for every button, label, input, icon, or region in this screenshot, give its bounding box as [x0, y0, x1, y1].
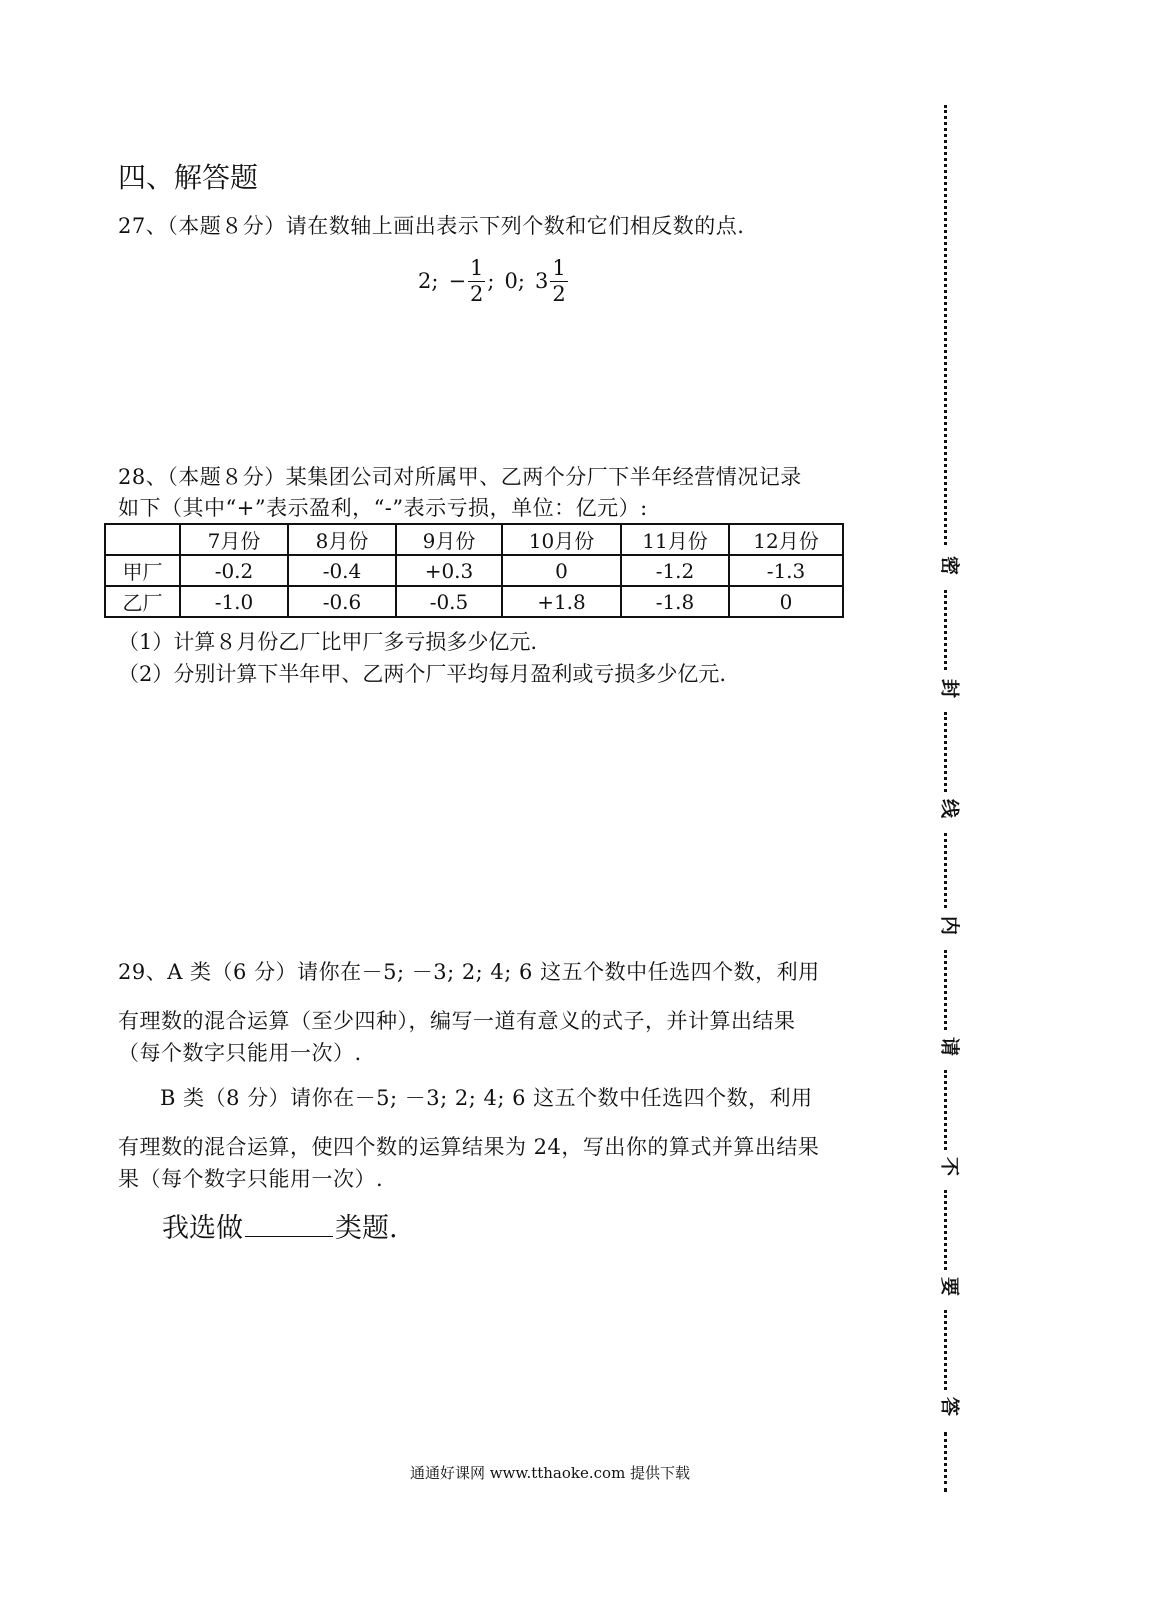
table-cell: 0: [502, 555, 621, 586]
question-29-a-line3: （每个数字只能用一次）.: [118, 1041, 362, 1065]
dotted-line: [944, 950, 957, 1030]
separator: ;: [487, 269, 495, 293]
choice-suffix: 类题.: [335, 1213, 398, 1244]
table-header-cell: 7月份: [180, 524, 288, 555]
choice-prefix: 我选做: [162, 1213, 243, 1244]
table-row: [105, 586, 843, 617]
dotted-line: [944, 1310, 957, 1390]
question-29-b-line2: 有理数的混合运算，使四个数的运算结果为 24，写出你的算式并算出结果: [118, 1135, 820, 1159]
fraction-denominator: 2: [552, 281, 566, 306]
table-cell: -1.0: [180, 586, 288, 617]
fraction-numerator: 1: [552, 255, 566, 280]
table-header-cell: 9月份: [396, 524, 502, 555]
choice-blank[interactable]: [245, 1210, 333, 1237]
fraction-numerator: 1: [470, 255, 484, 280]
table-cell: -1.8: [621, 586, 729, 617]
number-zero: 0;: [504, 269, 525, 293]
table-row: [105, 555, 843, 586]
question-27-numbers: [418, 256, 570, 306]
minus-sign: −: [448, 269, 467, 293]
question-29-b-line1: B 类（8 分）请你在－5; －3; 2; 4; 6 这五个数中任选四个数，利用: [160, 1086, 813, 1110]
seal-line-strip: [930, 100, 970, 1500]
table-cell: 0: [729, 586, 843, 617]
question-29-a-line1: 29、A 类（6 分）请你在－5; －3; 2; 4; 6 这五个数中任选四个数，利用: [118, 960, 820, 984]
table-cell: -0.4: [288, 555, 396, 586]
table-header-cell: 12月份: [729, 524, 843, 555]
seal-char: 答: [938, 1396, 961, 1416]
dotted-line: [944, 590, 957, 670]
question-29-b-line3: 果（每个数字只能用一次）.: [118, 1167, 384, 1191]
table-cell: -0.2: [180, 555, 288, 586]
dotted-line: [944, 1070, 957, 1150]
fraction-half-negative: [468, 255, 485, 306]
question-28-line1: 28、（本题８分）某集团公司对所属甲、乙两个分厂下半年经营情况记录: [118, 465, 802, 489]
mixed-number-whole: 3: [534, 269, 549, 293]
seal-char: 封: [938, 678, 961, 698]
dotted-line: [944, 105, 957, 545]
seal-char: 线: [938, 798, 961, 818]
table-cell: 甲厂: [105, 555, 180, 586]
dotted-line: [944, 712, 957, 792]
fraction-half: [550, 255, 567, 306]
question-28-sub2: （2）分别计算下半年甲、乙两个厂平均每月盈利或亏损多少亿元.: [118, 662, 727, 686]
section-title: 四、解答题: [118, 161, 259, 194]
table-cell: +1.8: [502, 586, 621, 617]
dotted-line: [944, 833, 957, 908]
table-cell: -1.3: [729, 555, 843, 586]
table-header-cell: [105, 524, 180, 555]
question-28-line2: 如下（其中“+”表示盈利，“-”表示亏损，单位：亿元）:: [118, 496, 648, 520]
table-cell: -0.6: [288, 586, 396, 617]
profit-loss-table: [104, 523, 844, 618]
dotted-line: [944, 1432, 957, 1492]
table-header-cell: 11月份: [621, 524, 729, 555]
dotted-line: [944, 1190, 957, 1270]
number-two: 2;: [418, 269, 439, 293]
question-29-a-line2: 有理数的混合运算（至少四种），编写一道有意义的式子，并计算出结果: [118, 1009, 796, 1033]
question-27-text: 27、（本题８分）请在数轴上画出表示下列个数和它们相反数的点.: [118, 214, 745, 238]
seal-char: 不: [938, 1156, 961, 1176]
seal-char: 内: [938, 915, 961, 935]
choice-prompt: [162, 1206, 398, 1245]
seal-char: 密: [938, 555, 961, 575]
table-cell: 乙厂: [105, 586, 180, 617]
seal-char: 请: [938, 1036, 961, 1056]
seal-char: 要: [938, 1276, 961, 1296]
table-cell: -0.5: [396, 586, 502, 617]
table-cell: -1.2: [621, 555, 729, 586]
fraction-denominator: 2: [470, 281, 484, 306]
table-header-cell: 10月份: [502, 524, 621, 555]
table-header-cell: 8月份: [288, 524, 396, 555]
question-28-sub1: （1）计算８月份乙厂比甲厂多亏损多少亿元.: [118, 630, 538, 654]
table-cell: +0.3: [396, 555, 502, 586]
table-header-row: [105, 524, 843, 555]
footer-credit: 通通好课网 www.tthaoke.com 提供下载: [409, 1464, 691, 1482]
